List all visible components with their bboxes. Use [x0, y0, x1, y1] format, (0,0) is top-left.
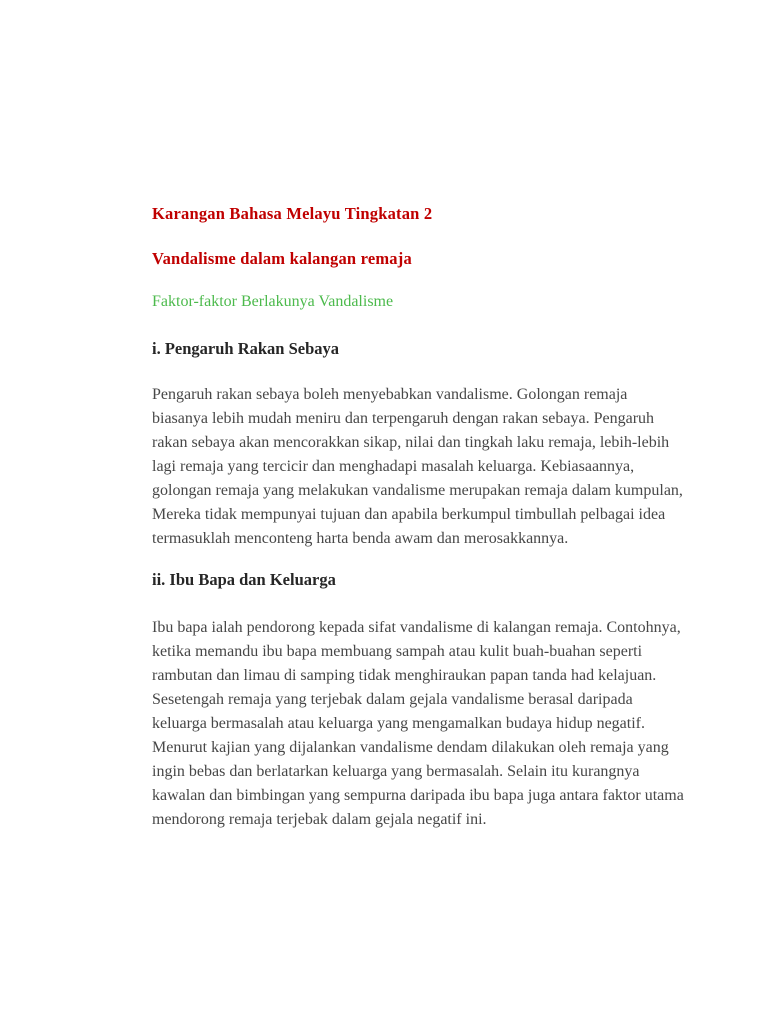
text-line: lagi remaja yang tercicir dan menghadapi masalah keluarga. Kebiasaannya, [152, 458, 635, 475]
text-line: ingin bebas dan berlatarkan keluarga yang bermasalah. Selain itu kurangnya [152, 763, 640, 780]
text-line: rambutan dan limau di samping tidak menghiraukan papan tanda had kelajuan. [152, 667, 657, 684]
subheading-factors: Faktor-faktor Berlakunya Vandalisme [152, 293, 394, 310]
text-line: golongan remaja yang melakukan vandalisme merupakan remaja dalam kumpulan, [152, 482, 683, 499]
text-line: Menurut kajian yang dijalankan vandalisme dendam dilakukan oleh remaja yang [152, 739, 669, 756]
text-line: kawalan dan bimbingan yang sempurna daripada ibu bapa juga antara faktor utama [152, 787, 684, 804]
section-heading-peer-influence: i. Pengaruh Rakan Sebaya [152, 339, 340, 358]
heading-course-title: Karangan Bahasa Melayu Tingkatan 2 [152, 204, 433, 223]
text-line: ketika memandu ibu bapa membuang sampah atau kulit buah-buahan seperti [152, 643, 643, 660]
paragraph-peer-influence [152, 383, 683, 551]
text-line: Pengaruh rakan sebaya boleh menyebabkan vandalisme. Golongan remaja [152, 386, 628, 403]
text-line: Mereka tidak mempunyai tujuan dan apabila berkumpul timbullah pelbagai idea [152, 506, 666, 523]
text-line: rakan sebaya akan mencorakkan sikap, nilai dan tingkah laku remaja, lebih-lebih [152, 434, 670, 451]
heading-essay-title: Vandalisme dalam kalangan remaja [152, 249, 412, 268]
text-line: Sesetengah remaja yang terjebak dalam gejala vandalisme berasal daripada [152, 691, 633, 708]
text-line: termasuklah menconteng harta benda awam dan merosakkannya. [152, 530, 569, 547]
text-line: mendorong remaja terjebak dalam gejala negatif ini. [152, 811, 487, 828]
text-line: biasanya lebih mudah meniru dan terpengaruh dengan rakan sebaya. Pengaruh [152, 410, 655, 427]
section-heading-parents-family: ii. Ibu Bapa dan Keluarga [152, 570, 336, 589]
text-line: keluarga bermasalah atau keluarga yang mengamalkan budaya hidup negatif. [152, 715, 645, 732]
text-line: Ibu bapa ialah pendorong kepada sifat vandalisme di kalangan remaja. Contohnya, [152, 619, 681, 636]
paragraph-parents-family [152, 616, 684, 832]
